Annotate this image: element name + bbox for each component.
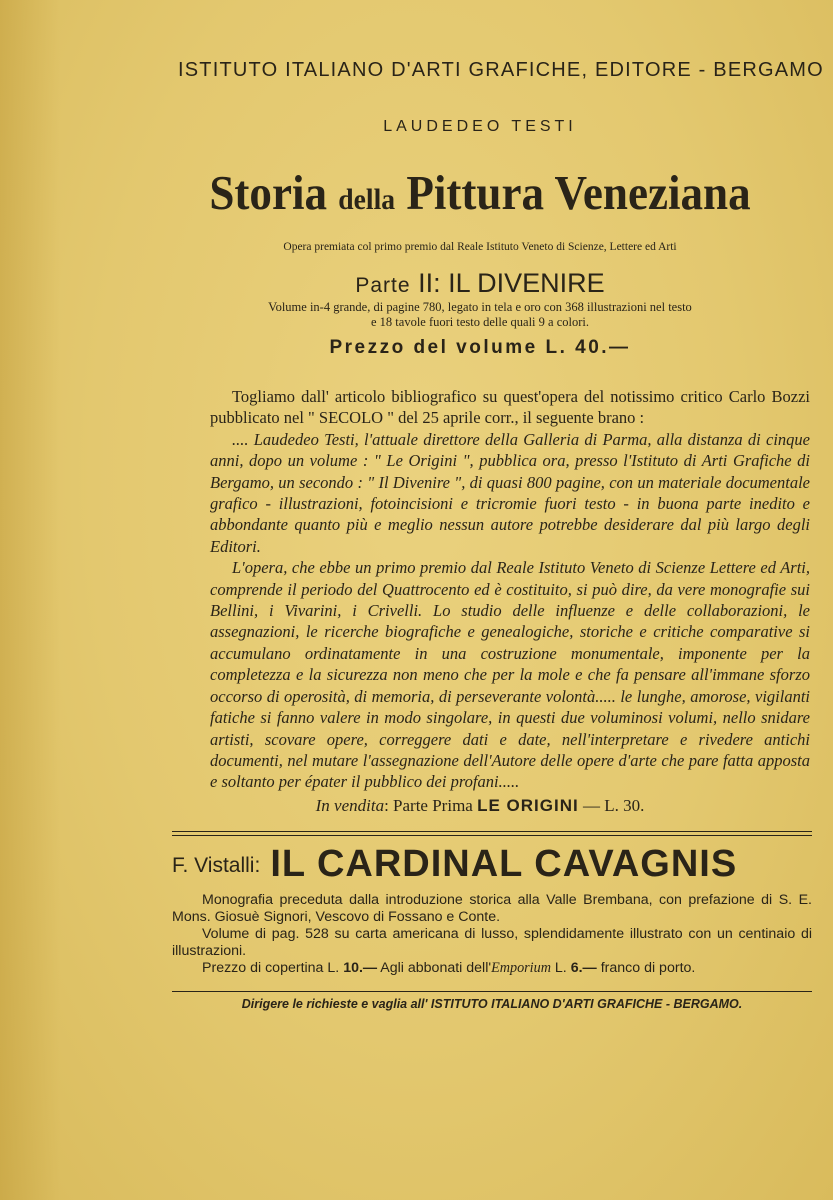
- excerpt-quote-2: L'opera, che ebbe un primo premio dal Reale Istituto Veneto di Scienze Lettere ed Arti, comprende il periodo del Quattrocento ed è costituito, si può dire, da vere monografie sui Bellini, i Vivarini, i Crivelli. Lo studio delle influenze e delle collaborazioni, le assegnazioni, le ricerche biografiche e genealogiche, storiche e critiche comparative si accumulano ordinatamente in una costruzione monumentale, imponente per la completezza e la sicurezza non meno che per la mole e che fa pensare all'immane sforzo occorso di operosità, di memoria, di perseverante volontà..... le lunghe, amorose, vigilanti fatiche si fanno valere in modo singolare, in questi due voluminosi volumi, nello snidare artisti, scovare opere, correggere dati e date, nell'interpretare e rivedere antichi documenti, nel mutare l'assegnazione dell'Autore delle opere d'arte che pare fatta apposta e soltanto per épater il pubblico dei profani.....: [210, 558, 810, 792]
- volume-price: Prezzo del volume L. 40.—: [329, 337, 631, 358]
- volume-part-heading: [150, 268, 810, 299]
- title-part-2: della: [338, 183, 396, 216]
- page-edge-shadow: [0, 0, 60, 1200]
- part-label: Parte: [355, 274, 411, 297]
- page-content: [150, 0, 824, 1200]
- second-book-description: [172, 892, 812, 977]
- on-sale-line: [150, 796, 810, 816]
- postage-note: franco di porto.: [600, 960, 696, 976]
- divider-rule-top: [172, 831, 812, 832]
- second-book-price: [172, 960, 812, 977]
- review-excerpt: [210, 386, 810, 793]
- part-number: II:: [418, 268, 441, 298]
- second-book-heading: [172, 843, 812, 886]
- excerpt-quote-1: .... Laudedeo Testi, l'attuale direttore della Galleria di Parma, alla distanza di cinque anni, dopo un volume : " Le Origini ", pubblica ora, presso l'Istituto di Arti Grafiche di Bergamo, un secondo : " Il Divenire ", di quasi 800 pagine, con un materiale documentale grafico - illustrazioni, fotoincisioni e tricromie fuori testo - in buona parte inedito e abbondante quanto più e meglio nessun autore potrebbe desiderare dal più largo degli Editori.: [210, 429, 810, 556]
- volume-description: [150, 300, 810, 330]
- emporium-name: Emporium: [491, 960, 551, 976]
- subscriber-price-value: 6.—: [570, 960, 597, 976]
- cover-price-value: 10.—: [343, 960, 378, 976]
- on-sale-price: — L. 30.: [582, 796, 645, 815]
- title-part-1: Storia: [209, 165, 328, 220]
- on-sale-text: : Parte Prima: [384, 796, 473, 815]
- on-sale-label: In vendita: [315, 796, 385, 815]
- divider-rule-bottom: [172, 835, 812, 836]
- book-title: [176, 165, 783, 220]
- on-sale-title: LE ORIGINI: [477, 796, 579, 815]
- volume-desc-line-1: Volume in-4 grande, di pagine 780, legato in tela e oro con 368 illustrazioni nel testo: [268, 300, 692, 314]
- publisher-header: ISTITUTO ITALIANO D'ARTI GRAFICHE, EDITORE - BERGAMO: [178, 59, 824, 81]
- volume-desc-line-2: e 18 tavole fuori testo delle quali 9 a colori.: [371, 315, 589, 329]
- title-part-3: Pittura Veneziana: [406, 165, 751, 220]
- book-author: LAUDEDEO TESTI: [383, 118, 577, 135]
- second-book-title: IL CARDINAL CAVAGNIS: [270, 843, 738, 885]
- second-book-desc-2: Volume di pag. 528 su carta americana di lusso, splendidamente illustrato con un centinaio di illustrazioni.: [172, 926, 812, 959]
- second-book-author: F. Vistalli:: [172, 854, 261, 877]
- part-name: IL DIVENIRE: [448, 268, 605, 298]
- subscriber-label: Agli abbonati dell': [380, 960, 492, 976]
- ordering-instructions: Dirigere le richieste e vaglia all' ISTITUTO ITALIANO D'ARTI GRAFICHE - BERGAMO.: [241, 997, 743, 1011]
- footer-rule: [172, 991, 812, 992]
- subscriber-currency: L.: [554, 960, 567, 976]
- second-book-desc-1: Monografia preceduta dalla introduzione storica alla Valle Brembana, con prefazione di S. E. Mons. Giosuè Signori, Vescovo di Fossano e Conte.: [172, 892, 812, 925]
- cover-price-label: Prezzo di copertina L.: [202, 960, 340, 976]
- prize-note: Opera premiata col primo premio dal Reale Istituto Veneto di Scienze, Lettere ed Arti: [283, 241, 677, 253]
- excerpt-intro: Togliamo dall' articolo bibliografico su quest'opera del notissimo critico Carlo Bozzi pubblicato nel " SECOLO " del 25 aprile corr., il seguente brano :: [210, 387, 810, 428]
